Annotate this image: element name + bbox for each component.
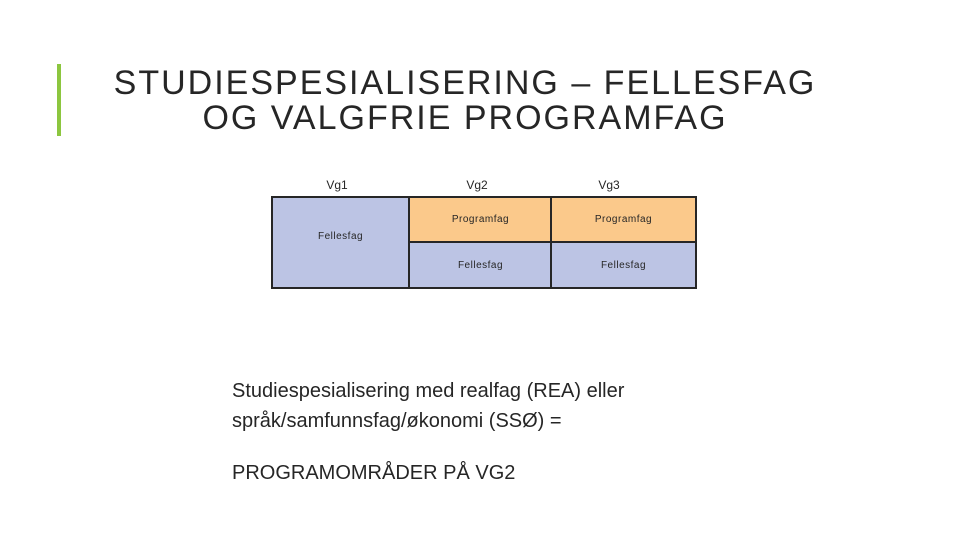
title-line-2: OG VALGFRIE PROGRAMFAG (202, 99, 728, 137)
vg3-fellesfag-label: Fellesfag (600, 259, 647, 271)
vg2-fellesfag-block (408, 241, 553, 289)
body-line-1: Studiespesialisering med realfag (REA) eller (232, 380, 625, 402)
vg3-programfag-block (550, 196, 697, 243)
vg2-fellesfag-label: Fellesfag (457, 259, 504, 271)
vg2-programfag-label: Programfag (451, 214, 510, 225)
title-line-1: STUDIESPESIALISERING – FELLESFAG (113, 64, 817, 102)
body-text (232, 376, 624, 436)
vg1-fellesfag-block (271, 196, 411, 289)
slide-title (70, 66, 860, 136)
column-header-vg1: Vg1 (326, 178, 348, 192)
column-header-vg2: Vg2 (466, 178, 488, 192)
vg2-programfag-block (408, 196, 553, 243)
column-header-vg3: Vg3 (598, 178, 620, 192)
accent-bar (57, 64, 61, 136)
vg3-fellesfag-block (550, 241, 697, 289)
vg1-fellesfag-label: Fellesfag (318, 231, 364, 242)
conclusion-text: PROGRAMOMRÅDER PÅ VG2 (232, 462, 516, 484)
vg3-programfag-label: Programfag (594, 214, 653, 225)
body-line-2: språk/samfunnsfag/økonomi (SSØ) = (232, 410, 562, 432)
